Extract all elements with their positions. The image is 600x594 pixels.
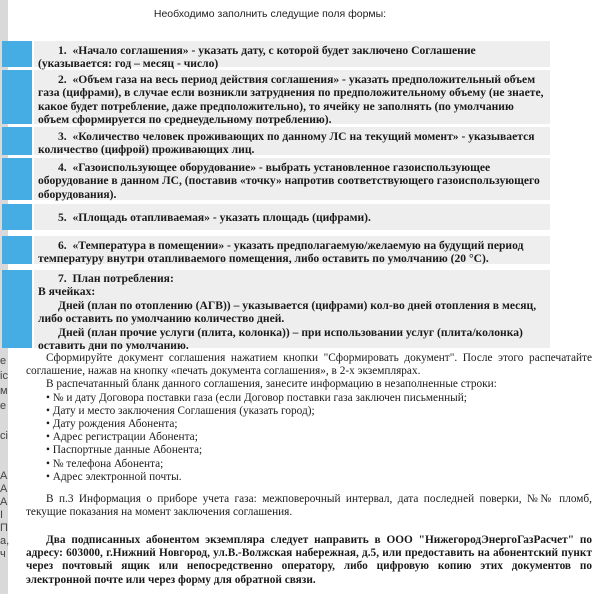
paragraph-generate-document: Сформируйте документ соглашения нажатием кнопки "Сформировать документ". После этого распечатайте соглашение, нажав на кнопку «печать документа соглашения», в 2-х экземплярах. xyxy=(26,352,592,378)
left-edge-fragment: І xyxy=(0,509,4,521)
item-number: 4. xyxy=(58,161,67,174)
meter-info-note xyxy=(26,493,592,519)
left-edge-fragment: е xyxy=(0,400,7,412)
item-description: - указать предположительный объем газа (цифрами), в случае если возникли затруднения по предположительному объему (не знаете, какое будет потребление, даже предположительно), то ячейку не заполнять (по умолчанию объем сформируется по среднеудельному потреблению). xyxy=(38,73,544,127)
item-number: 1. xyxy=(58,44,67,57)
item-title: «Начало соглашения» xyxy=(72,44,189,57)
left-edge-fragment: А xyxy=(0,483,8,495)
item-number: 3. xyxy=(58,130,67,143)
fields-to-fill-list xyxy=(26,392,592,484)
left-edge-fragment: іс xyxy=(0,370,8,382)
item-description: - выбрать установленное газоиспользующее оборудование в данном ЛС, (поставив «точку» напротив соответствующего газоиспользующего оборудования). xyxy=(38,161,540,201)
item-title: «Площадь отапливаемая» xyxy=(72,211,210,224)
left-edge-fragment: а, xyxy=(0,535,10,547)
item-number: 5. xyxy=(58,211,67,224)
paragraph-meter-info: В п.3 Информация о приборе учета газа: межповерочный интервал, дата последней поверки, №№ пломб, текущие показания на момент заключения соглашения. xyxy=(26,493,592,519)
item-marker xyxy=(2,127,32,155)
list-item: • Дату и место заключения Соглашения (указать город); xyxy=(46,404,315,417)
left-edge-fragment: А xyxy=(0,496,8,508)
submission-note xyxy=(26,534,592,587)
list-item: • № телефона Абонента; xyxy=(46,457,164,470)
instruction-item-5 xyxy=(0,204,550,230)
item-subtitle: В ячейках: xyxy=(38,285,96,299)
item-marker xyxy=(2,41,32,67)
left-edge-fragment: ч xyxy=(0,548,6,560)
item-description: Дней (план по отоплению (АГВ)) – указывается (цифрами) кол-во дней отопления в месяц, либо оставить по умолчанию количество дней. xyxy=(38,298,537,326)
item-description: - указать предполагаемую/желаемую на будущий период температуру внутри отапливаемого помещения, либо оставить по умолчанию (20 °С). xyxy=(38,239,524,266)
instruction-item-1 xyxy=(0,41,550,71)
item-marker xyxy=(2,236,32,264)
list-item: • Адрес регистрации Абонента; xyxy=(46,431,198,444)
instruction-item-3 xyxy=(0,127,550,155)
instruction-item-4 xyxy=(0,158,550,200)
print-instructions xyxy=(26,352,592,484)
item-title: «Газоиспользующее оборудование» xyxy=(72,161,257,174)
item-number: 7. xyxy=(58,272,67,285)
instruction-item-2 xyxy=(0,70,550,127)
item-number: 2. xyxy=(58,73,67,86)
item-title: План потребления: xyxy=(72,272,174,285)
left-edge-fragment: м xyxy=(0,385,8,397)
item-marker xyxy=(2,204,32,230)
item-description: - указывается количество (цифрой) проживающих лиц. xyxy=(38,130,535,157)
item-title: «Количество человек проживающих по данному ЛС на текущий момент» xyxy=(72,130,459,143)
list-item: • Дату рождения Абонента; xyxy=(46,418,178,431)
item-marker xyxy=(2,158,32,200)
item-description: Дней (план прочие услуги (плита, колонка)) – при использовании услуг (плита/колонка) оставить дни по умолчанию. xyxy=(38,325,523,353)
item-description: - указать дату, с которой будет заключено Соглашение (указывается: год – месяц - число) xyxy=(38,44,476,71)
left-edge-fragment: е xyxy=(0,355,7,367)
paragraph-submission: Два подписанных абонентом экземпляра следует направить в ООО "НижегородЭнергоГазРасчет" по адресу: 603000, г.Нижний Новгород, ул.В.-Волжская набережная, д.5, или предоставить на абонентский пункт через почтовый ящик или непосредственно оператору, либо цифровую копию этих документов по электронной почте или через форму для обратной связи. xyxy=(26,534,592,586)
list-item: • № и дату Договора поставки газа (если Договор поставки газа заключен письменный; xyxy=(46,391,467,404)
item-marker xyxy=(2,270,32,348)
item-title: «Объем газа на весь период действия соглашения» xyxy=(72,73,340,86)
item-description: - указать площадь (цифрами). xyxy=(209,211,371,224)
instruction-item-6 xyxy=(0,236,550,264)
item-number: 6. xyxy=(58,239,67,252)
list-item: • Паспортные данные Абонента; xyxy=(46,444,203,457)
left-edge-fragment: сі xyxy=(0,430,8,442)
form-instructions-heading: Необходимо заполнить следущие поля формы: xyxy=(153,8,387,20)
left-edge-fragment: А xyxy=(0,470,8,482)
instruction-item-7 xyxy=(0,270,550,353)
left-edge-fragment: П xyxy=(0,522,8,534)
item-title: «Температура в помещении» xyxy=(72,239,225,252)
list-item: • Адрес электронной почты. xyxy=(46,470,182,483)
paragraph-fill-blank: В распечатанный бланк данного соглашения, занесите информацию в незаполненные строки: xyxy=(46,378,497,391)
item-marker xyxy=(2,70,32,124)
